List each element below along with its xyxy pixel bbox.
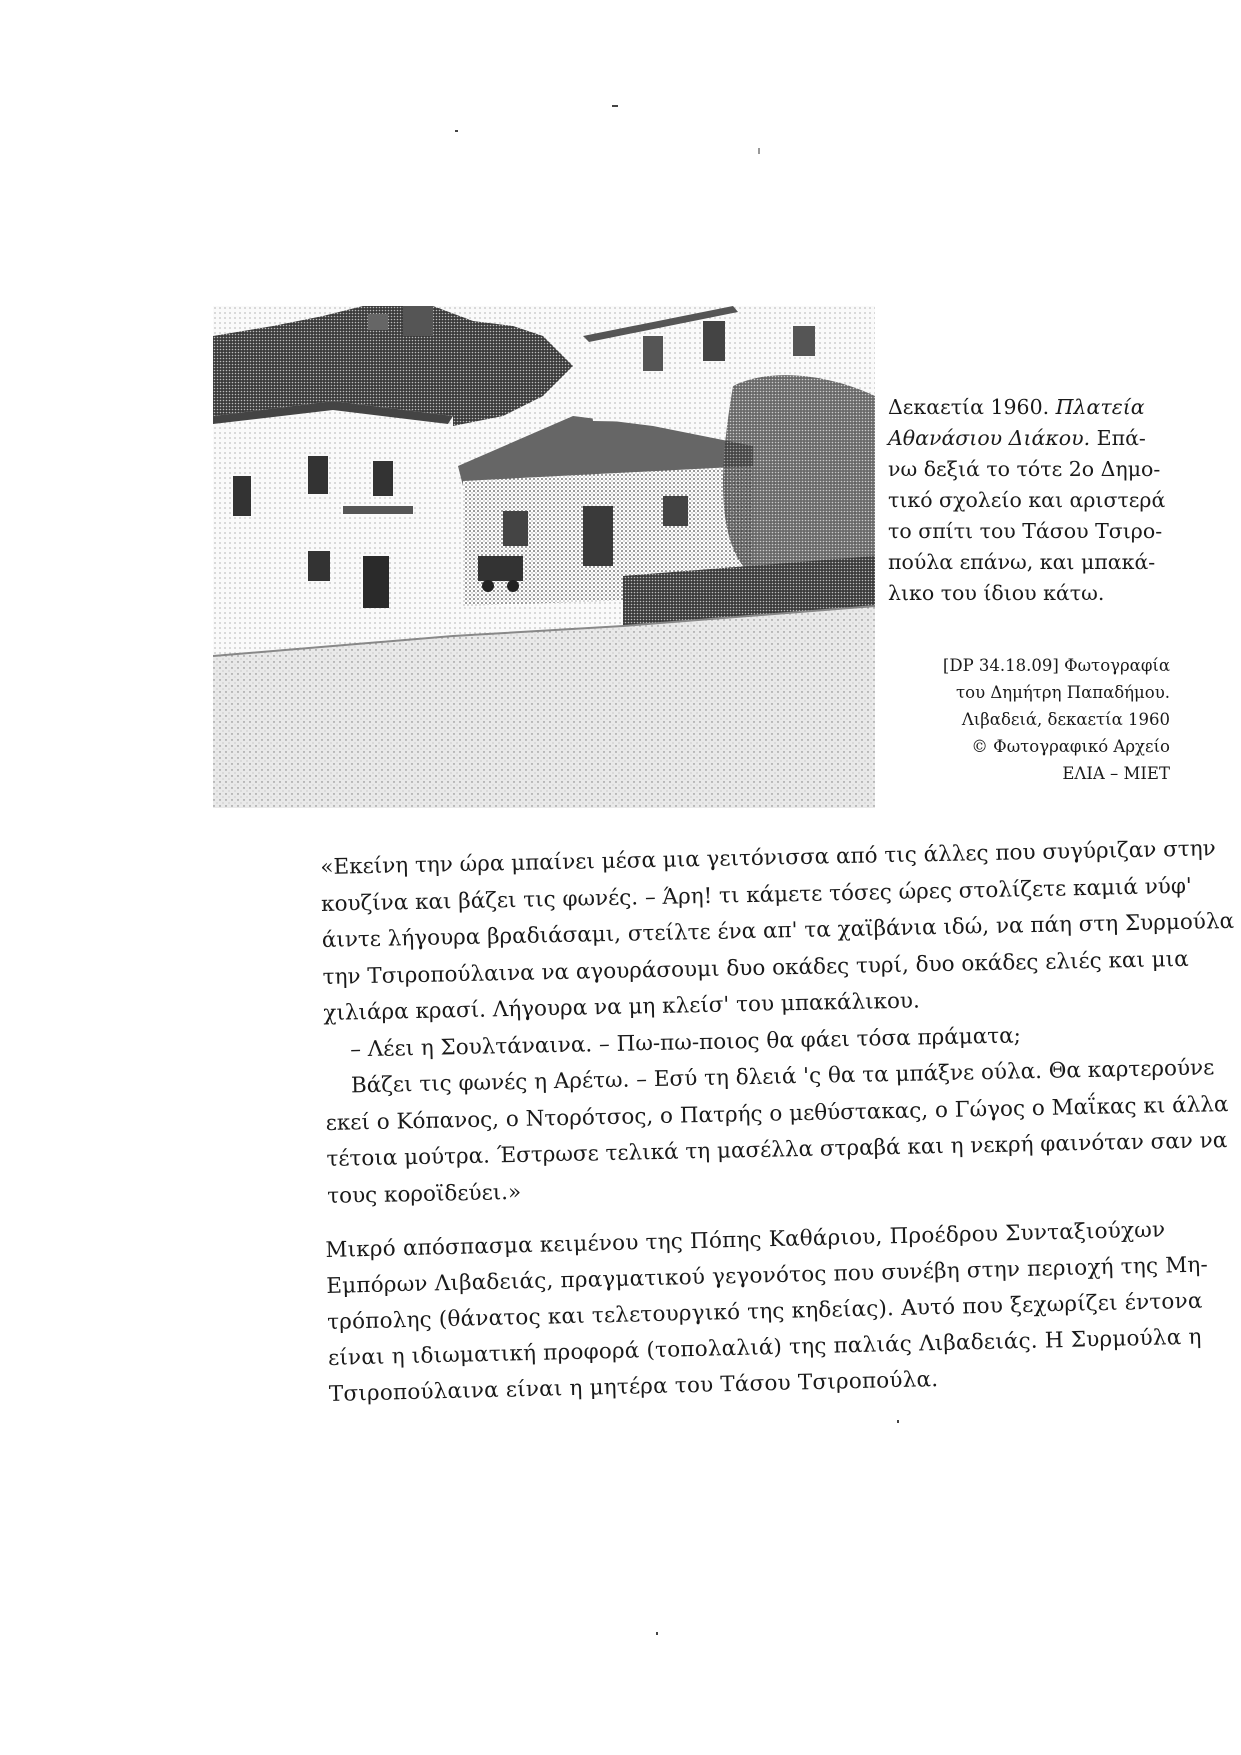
quoted-excerpt	[320, 832, 1235, 1215]
quote-line: την Τσιροπούλαινα να αγουράσουμι δυο οκάδες τυρί, δυο οκάδες ελιές και μια	[322, 946, 1189, 990]
scan-speck	[455, 130, 458, 132]
photo-caption	[888, 392, 1166, 609]
photo-credit	[880, 652, 1170, 787]
caption-line	[888, 392, 1166, 423]
note-line: Τσιροπούλαινα είναι η μητέρα του Τάσου Τσιροπούλα.	[328, 1367, 939, 1407]
credit-line: [DP 34.18.09] Φωτογραφία	[942, 656, 1170, 675]
quote-line: – Λέει η Σουλτάναινα. – Πω-πω-ποιος θα φάει τόσα πράματα;	[349, 1022, 1022, 1062]
quote-line: «Εκείνη την ώρα μπαίνει μέσα μια γειτόνισσα από τις άλλες που συγύριζαν στην	[320, 836, 1216, 880]
caption-line: λικο του ίδιου κάτω.	[888, 581, 1105, 605]
caption-date: Δεκαετία 1960.	[888, 395, 1056, 419]
caption-line: τικό σχολείο και αριστερά	[888, 488, 1166, 512]
quote-line: τους κοροϊδεύει.»	[326, 1179, 522, 1209]
caption-line: πούλα επάνω, και μπακά-	[888, 550, 1156, 574]
quote-line: τέτοια μούτρα. Έστρωσε τελικά τη μασέλλα στραβά και η νεκρή φαινόταν σαν να	[326, 1128, 1228, 1172]
scan-speck	[656, 1632, 658, 1635]
source-note	[325, 1212, 1209, 1413]
caption-place: Πλατεία	[1055, 395, 1145, 419]
credit-line: Λιβαδειά, δεκαετία 1960	[961, 710, 1170, 729]
scan-speck	[897, 1420, 899, 1423]
quote-line: εκεί ο Κόπανος, ο Ντορότσος, ο Πατρής ο μεθύστακας, ο Γώγος ο Μαΐκας κι άλλα	[325, 1091, 1229, 1136]
note-line: είναι η ιδιωματική προφορά (τοπολαλιά) της παλιάς Λιβαδειάς. Η Συρμούλα η	[327, 1324, 1202, 1371]
scan-speck	[758, 148, 760, 154]
note-line: Εμπόρων Λιβαδειάς, πραγματικού γεγονότος που συνέβη στην περιοχή της Μη-	[326, 1252, 1209, 1299]
caption-line	[888, 423, 1166, 454]
caption-text: Επά-	[1090, 426, 1146, 450]
quote-line: Βάζει τις φωνές η Αρέτω. – Εσύ τη δλειά 'ς θα τα μπάξνε ούλα. Θα καρτερούνε	[350, 1055, 1215, 1099]
caption-line: νω δεξιά το τότε 2ο Δημο-	[888, 457, 1161, 481]
credit-line: του Δημήτρη Παπαδήμου.	[956, 683, 1170, 702]
credit-line: ΕΛΙΑ – ΜΙΕΤ	[1062, 764, 1170, 783]
quote-line: χιλιάρα κρασί. Λήγουρα να μη κλείσ' του μπακάλικου.	[323, 988, 921, 1026]
note-line: τρόπολης (θάνατος και τελετουργικό της κηδείας). Αυτό που ξεχωρίζει έντονα	[326, 1288, 1203, 1335]
photo-village-square-icon	[213, 306, 875, 808]
caption-place: Αθανάσιου Διάκου.	[888, 426, 1091, 450]
scan-speck	[612, 105, 618, 107]
credit-line: © Φωτογραφικό Αρχείο	[971, 737, 1170, 756]
archive-photo	[213, 306, 875, 808]
caption-line: το σπίτι του Τάσου Τσιρο-	[888, 519, 1163, 543]
note-line: Μικρό απόσπασμα κειμένου της Πόπης Καθάριου, Προέδρου Συνταξιούχων	[325, 1217, 1166, 1263]
quote-line: άιντε λήγουρα βραδιάσαμι, στείλτε ένα απ' τα χαϊβάνια ιδώ, να πάη στη Συρμούλα	[321, 908, 1235, 953]
quote-line: κουζίνα και βάζει τις φωνές. – Άρη! τι κάμετε τόσες ώρες στολίζετε καμιά νύφ'	[320, 873, 1193, 917]
